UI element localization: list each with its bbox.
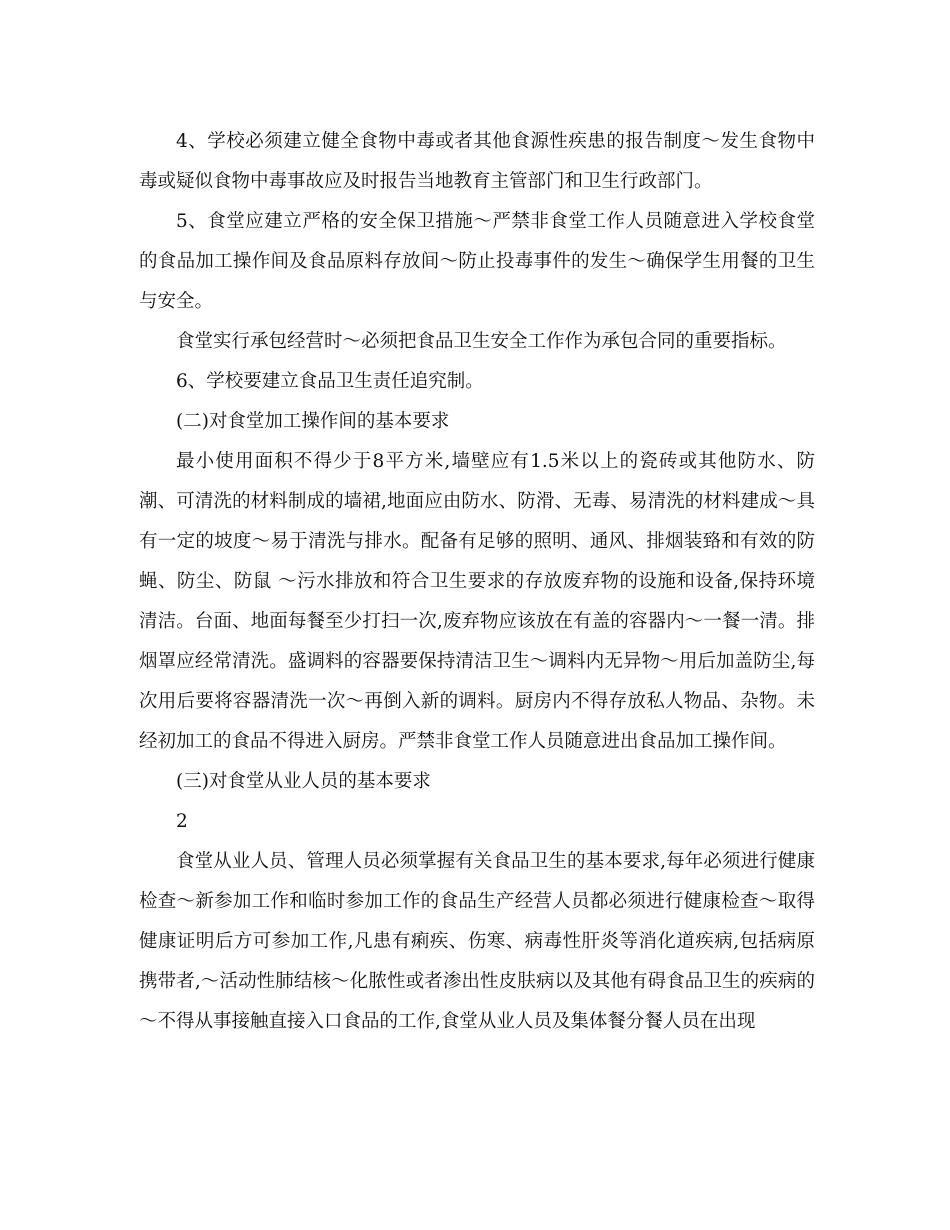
paragraph-food-poisoning-report: 4、学校必须建立健全食物中毒或者其他食源性疾患的报告制度～发生食物中毒或疑似食物中毒事故应及时报告当地教育主管部门和卫生行政部门。: [139, 131, 815, 192]
section-heading-staff-requirements: (三)对食堂从业人员的基本要求: [176, 771, 431, 792]
paragraph-accountability: 6、学校要建立食品卫生责任追究制。: [176, 371, 484, 392]
paragraph-contract-management: 食堂实行承包经营时～必须把食品卫生安全工作作为承包合同的重要指标。: [176, 331, 787, 352]
page-number: 2: [176, 811, 188, 832]
paragraph-security-measures: 5、食堂应建立严格的安全保卫措施～严禁非食堂工作人员随意进入学校食堂的食品加工操作间及食品原料存放间～防止投毒事件的发生～确保学生用餐的卫生与安全。: [139, 211, 815, 312]
paragraph-staff-health: 食堂从业人员、管理人员必须掌握有关食品卫生的基本要求,每年必须进行健康检查～新参加工作和临时参加工作的食品生产经营人员都必须进行健康检查～取得健康证明后方可参加工作,凡患有痢疾、伤寒、病毒性肝炎等消化道疾病,包括病原携带者,～活动性肺结核～化脓性或者渗出性皮肤病以及其他有碍食品卫生的疾病的～不得从事接触直接入口食品的工作,食堂从业人员及集体餐分餐人员在出现: [139, 851, 815, 1032]
document-body: [139, 122, 815, 1042]
section-heading-kitchen-requirements: (二)对食堂加工操作间的基本要求: [176, 411, 450, 432]
paragraph-kitchen-requirements: 最小使用面积不得少于8平方米,墙壁应有1.5米以上的瓷砖或其他防水、防潮、可清洗的材料制成的墙裙,地面应由防水、防滑、无毒、易清洗的材料建成～具有一定的坡度～易于清洗与排水。配备有足够的照明、通风、排烟装臵和有效的防蝇、防尘、防鼠 ～污水排放和符合卫生要求的存放废弃物的设施和设备,保持环境清洁。台面、地面每餐至少打扫一次,废弃物应该放在有盖的容器内～一餐一清。排烟罩应经常清洗。盛调料的容器要保持清洁卫生～调料内无异物～用后加盖防尘,每次用后要将容器清洗一次～再倒入新的调料。厨房内不得存放私人物品、杂物。未经初加工的食品不得进入厨房。严禁非食堂工作人员随意进出食品加工操作间。: [139, 451, 815, 752]
